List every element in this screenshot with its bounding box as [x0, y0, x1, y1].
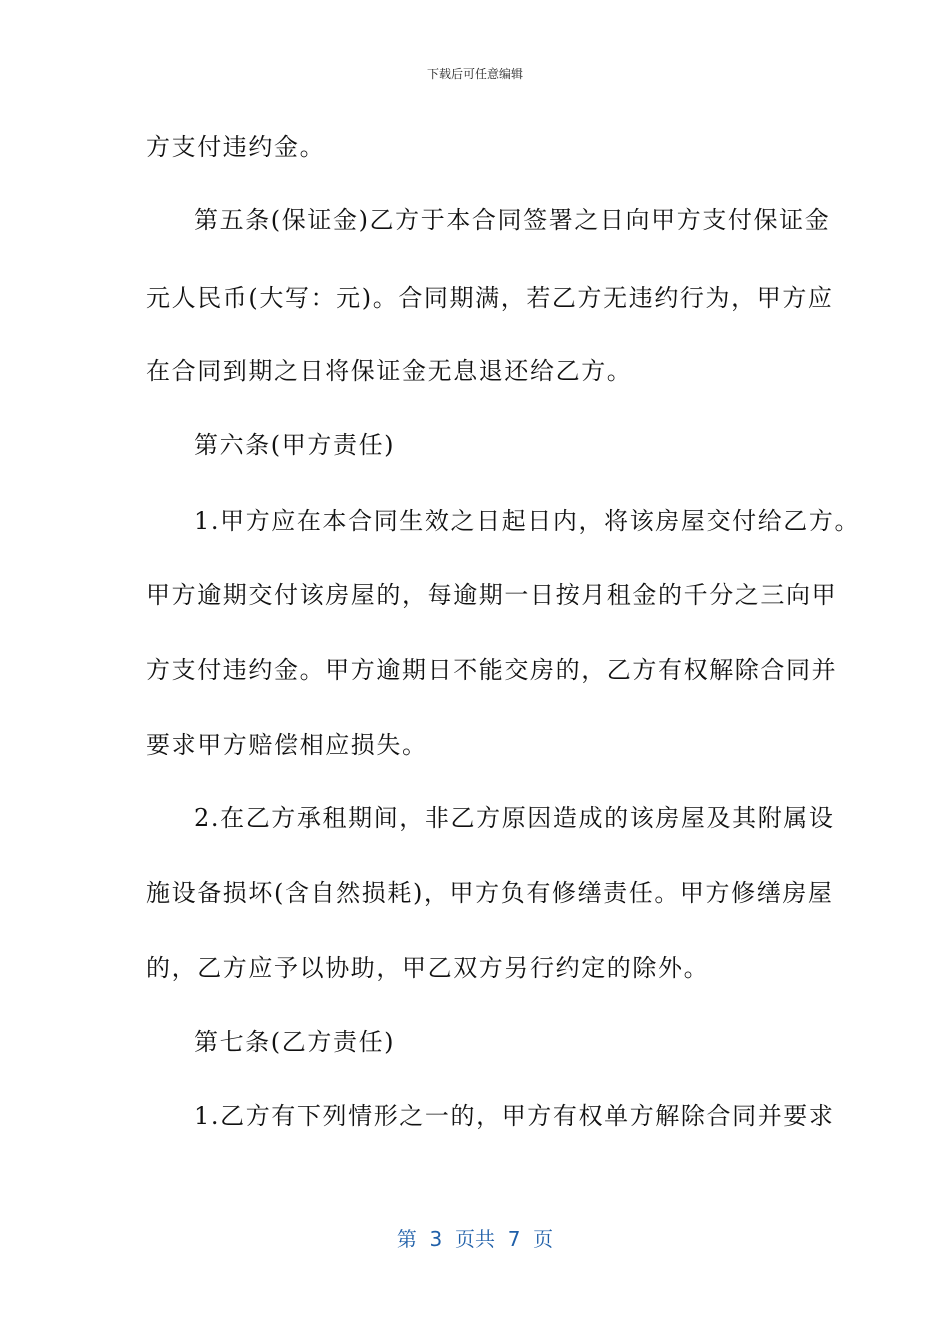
clause-1-first-line: 1.乙方有下列情形之一的，甲方有权单方解除合同并要求	[194, 1102, 835, 1130]
text-line: 在合同到期之日将保证金无息退还给乙方。	[146, 357, 633, 385]
text-line: 施设备损坏(含自然损耗)，甲方负有修缮责任。甲方修缮房屋	[146, 879, 834, 907]
article-6-heading: 第六条(甲方责任)	[194, 431, 396, 459]
text-line: 要求甲方赔偿相应损失。	[146, 731, 428, 759]
clause-2-first-line: 2.在乙方承租期间，非乙方原因造成的该房屋及其附属设	[194, 804, 835, 832]
page-header-note: 下载后可任意编辑	[426, 67, 523, 81]
article-7-heading: 第七条(乙方责任)	[194, 1028, 396, 1056]
article-5-heading: 第五条(保证金)乙方于本合同签署之日向甲方支付保证金	[194, 206, 831, 234]
text-line: 方支付违约金。甲方逾期日不能交房的，乙方有权解除合同并	[146, 656, 838, 684]
page-number: 第 3 页共 7 页	[396, 1227, 554, 1251]
text-line: 的，乙方应予以协助，甲乙双方另行约定的除外。	[146, 954, 710, 982]
clause-1-first-line: 1.甲方应在本合同生效之日起日内，将该房屋交付给乙方。	[194, 507, 861, 535]
text-line: 元人民币(大写：元)。合同期满，若乙方无违约行为，甲方应	[146, 284, 834, 312]
text-line: 方支付违约金。	[146, 133, 326, 161]
text-line: 甲方逾期交付该房屋的，每逾期一日按月租金的千分之三向甲	[146, 581, 838, 609]
